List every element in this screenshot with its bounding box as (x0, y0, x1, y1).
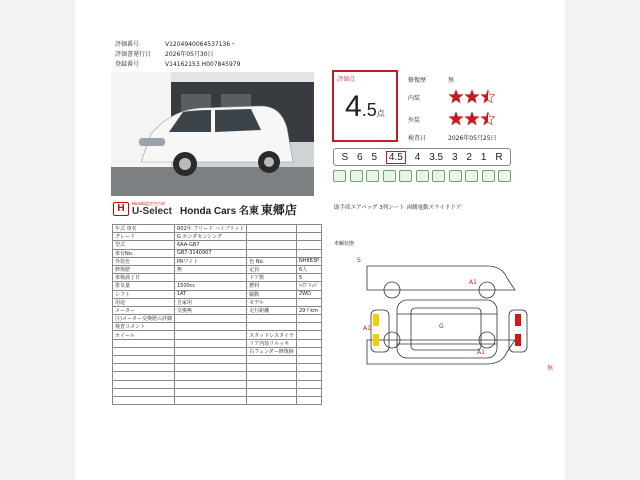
score-integer: 4 (345, 90, 362, 123)
spec-cell (174, 356, 246, 364)
spec-cell: ﾊｲﾌﾞﾘｯﾄﾞ (297, 282, 322, 290)
score-scale (333, 148, 511, 166)
spec-cell: 6AA-GB7 (174, 241, 246, 249)
reg-number-value: V14162153 H007845979 (165, 61, 241, 68)
spec-cell: 注)メーター交換歴の詳細 (113, 315, 175, 323)
spec-cell: 交換無 (174, 306, 246, 314)
spec-cell (247, 249, 297, 257)
car-side-top-outline (367, 266, 515, 290)
star-icon (465, 90, 478, 103)
spec-cell (247, 323, 297, 331)
spec-cell (113, 364, 175, 372)
spec-cell (297, 249, 322, 257)
feature-icon9 (465, 170, 478, 182)
spec-row (113, 347, 322, 355)
spec-row (113, 274, 322, 282)
spec-cell (297, 233, 322, 241)
spec-cell (174, 380, 246, 388)
scale-step: 6 (357, 151, 363, 163)
condition-label: 車輌状態 (334, 241, 355, 247)
eval-number-value: V1204940064537136・ (165, 41, 237, 48)
spec-cell: シフト (113, 290, 175, 298)
mark-label: 無 (547, 365, 554, 372)
scale-step: S (341, 151, 349, 163)
brand-useselect: U-Select (132, 206, 173, 217)
dealer-name: 東郷店 (260, 202, 297, 217)
car-photo (111, 72, 314, 196)
spec-cell: NH883P (297, 257, 322, 265)
spec-cell (113, 347, 175, 355)
scale-step: 4 (414, 151, 421, 163)
spec-cell (174, 339, 246, 347)
spec-cell: 定員 (247, 265, 297, 273)
spec-cell (247, 388, 297, 396)
feature-icon5 (399, 170, 412, 182)
spec-cell: 5 (297, 274, 322, 282)
spec-cell: 車台No. (113, 249, 175, 257)
inspection-label: 検査日 (408, 134, 427, 142)
mark-label: A1 (469, 279, 477, 286)
spec-row (113, 257, 322, 265)
spec-cell (113, 356, 175, 364)
spec-cell (297, 241, 322, 249)
spec-cell: 2WD (297, 290, 322, 298)
spec-cell (247, 396, 297, 404)
spec-row (113, 249, 322, 257)
spec-cell: G ホンダセンシング (174, 233, 246, 241)
spec-cell (113, 339, 175, 347)
scale-step: 1 (480, 151, 487, 163)
score-unit: 点 (376, 109, 385, 118)
inspection-date: 2026年05月25日 (448, 134, 497, 142)
scale-step: 2 (466, 151, 472, 163)
spec-cell: リア内装リルッキ (247, 339, 297, 347)
spec-cell (297, 339, 322, 347)
spec-row (113, 339, 322, 347)
interior-stars-icon (448, 89, 502, 105)
spec-cell: 駆動 (247, 290, 297, 298)
score-decimal: .5 (361, 100, 377, 120)
spec-cell: 年式 車名 (113, 225, 175, 233)
spec-cell (247, 233, 297, 241)
spec-cell (247, 315, 297, 323)
spec-table-body (113, 225, 322, 405)
spec-cell (247, 372, 297, 380)
spec-cell (174, 323, 246, 331)
interior-label: 内装 (408, 94, 421, 102)
spec-cell (113, 372, 175, 380)
spec-cell: 燃料 (247, 282, 297, 290)
equipment-list: 助手席エアバッグ 3列シート 両側電動スライドドア (334, 205, 462, 211)
spec-cell (297, 380, 322, 388)
scale-step: R (495, 151, 503, 163)
spec-cell: スタッドレスタイヤ (247, 331, 297, 339)
spec-cell: 排気量 (113, 282, 175, 290)
feature-icon3 (366, 170, 379, 182)
issue-date-value: 2026年05月30日 (165, 51, 214, 58)
car-condition-diagram (337, 248, 593, 380)
spec-cell (174, 331, 246, 339)
spec-cell: 1500cc (174, 282, 246, 290)
spec-cell: 6人 (297, 265, 322, 273)
spec-cell: 1AT (174, 290, 246, 298)
spec-row (113, 396, 322, 404)
spec-row (113, 241, 322, 249)
star-icon (449, 90, 462, 103)
spec-cell (297, 372, 322, 380)
feature-icon11 (498, 170, 511, 182)
exterior-stars-icon (448, 111, 502, 127)
spec-cell (113, 388, 175, 396)
evaluation-sheet (75, 0, 565, 480)
spec-row (113, 233, 322, 241)
feature-icon7 (432, 170, 445, 182)
spec-cell: 自家用 (174, 298, 246, 306)
spec-cell (174, 396, 246, 404)
scale-step: 4.5 (386, 151, 406, 164)
spec-cell (297, 396, 322, 404)
spec-cell (174, 364, 246, 372)
reg-number-label: 登録番号 (115, 61, 140, 68)
spec-cell: 色 No. (247, 257, 297, 265)
star-icon (481, 90, 494, 103)
yellow-mark-front (373, 334, 379, 346)
spec-cell: 修復歴 (113, 265, 175, 273)
u-select-logo (132, 201, 172, 217)
mark-label: A1 (363, 325, 371, 332)
ratings-panel (408, 72, 548, 144)
brand-tagline: Honda認定中古車 (132, 201, 165, 206)
spec-cell: 車検満了日 (113, 274, 175, 282)
spec-cell: 用途 (113, 298, 175, 306)
star-icon (449, 112, 462, 125)
spec-row (113, 306, 322, 314)
spec-cell: 型式 (113, 241, 175, 249)
spec-row (113, 356, 322, 364)
spec-cell: ホイール (113, 331, 175, 339)
mark-label: S (357, 257, 361, 264)
spec-cell: R02年 フリード ハイブリッド (174, 225, 246, 233)
feature-icon4 (383, 170, 396, 182)
spec-cell (174, 372, 246, 380)
scale-step: 3 (451, 151, 458, 163)
spec-cell (174, 347, 246, 355)
feature-icon1 (333, 170, 346, 182)
spec-cell: 29千km (297, 306, 322, 314)
scale-step: 5 (371, 151, 378, 163)
spec-row (113, 331, 322, 339)
spec-cell: 右フェンダー修復跡 (247, 347, 297, 355)
spec-cell (247, 225, 297, 233)
eval-number-label: 評価番号 (115, 41, 140, 48)
mark-label: G (439, 323, 444, 330)
spec-cell: 外装色 (113, 257, 175, 265)
spec-row (113, 265, 322, 273)
spec-cell (174, 388, 246, 396)
spec-cell: メーター (113, 306, 175, 314)
spec-cell (297, 356, 322, 364)
issue-date-label: 評価書発行日 (115, 51, 152, 58)
spec-cell (247, 380, 297, 388)
repair-label: 修復歴 (408, 76, 427, 84)
inspection-row (408, 130, 548, 144)
spec-row (113, 290, 322, 298)
feature-icon6 (416, 170, 429, 182)
spec-cell (297, 323, 322, 331)
exterior-label: 外装 (408, 116, 421, 124)
spec-cell: 無 (174, 265, 246, 273)
spec-cell (297, 315, 322, 323)
dealer-prefix: Honda Cars 名東 (180, 205, 259, 217)
spec-cell: PRワイト (174, 257, 246, 265)
spec-cell: モデル (247, 298, 297, 306)
spec-cell (174, 274, 246, 282)
star-icon (481, 112, 494, 125)
scale-step: 3.5 (429, 151, 444, 163)
spec-cell: GB7-3140907 (174, 249, 246, 257)
spec-cell (247, 364, 297, 372)
star-icon (465, 112, 478, 125)
red-mark-rear (515, 314, 521, 326)
honda-logo-icon: H (113, 202, 129, 216)
spec-cell: 検査コメント (113, 323, 175, 331)
spec-cell (297, 225, 322, 233)
spec-cell (174, 315, 246, 323)
score-value (345, 90, 385, 124)
spec-cell (297, 347, 322, 355)
spec-cell: 走行距離 (247, 306, 297, 314)
feature-icon8 (449, 170, 462, 182)
spec-cell (297, 388, 322, 396)
spec-cell (247, 356, 297, 364)
spec-cell (297, 298, 322, 306)
repair-value: 無 (448, 76, 455, 84)
spec-row (113, 380, 322, 388)
spec-cell (247, 241, 297, 249)
spec-row (113, 388, 322, 396)
spec-row (113, 372, 322, 380)
spec-row (113, 298, 322, 306)
spec-row (113, 315, 322, 323)
score-label: 評価点 (337, 76, 356, 83)
red-mark-rear (515, 334, 521, 346)
feature-icon2 (350, 170, 363, 182)
dealer-brand-bar (113, 198, 313, 220)
repair-row (408, 72, 548, 86)
spec-cell: グレード (113, 233, 175, 241)
spec-row (113, 282, 322, 290)
spec-table (112, 224, 322, 405)
spec-row (113, 364, 322, 372)
feature-icon10 (482, 170, 495, 182)
spec-cell (297, 331, 322, 339)
spec-cell (297, 364, 322, 372)
overall-score-box (332, 70, 398, 142)
spec-cell (113, 380, 175, 388)
spec-cell: ドア数 (247, 274, 297, 282)
mark-label: A1 (477, 349, 485, 356)
yellow-mark-front (373, 314, 379, 326)
spec-row (113, 323, 322, 331)
exterior-row (408, 108, 548, 130)
spec-row (113, 225, 322, 233)
feature-icons (333, 170, 511, 184)
evaluation-header (115, 40, 315, 70)
spec-cell (113, 396, 175, 404)
interior-row (408, 86, 548, 108)
